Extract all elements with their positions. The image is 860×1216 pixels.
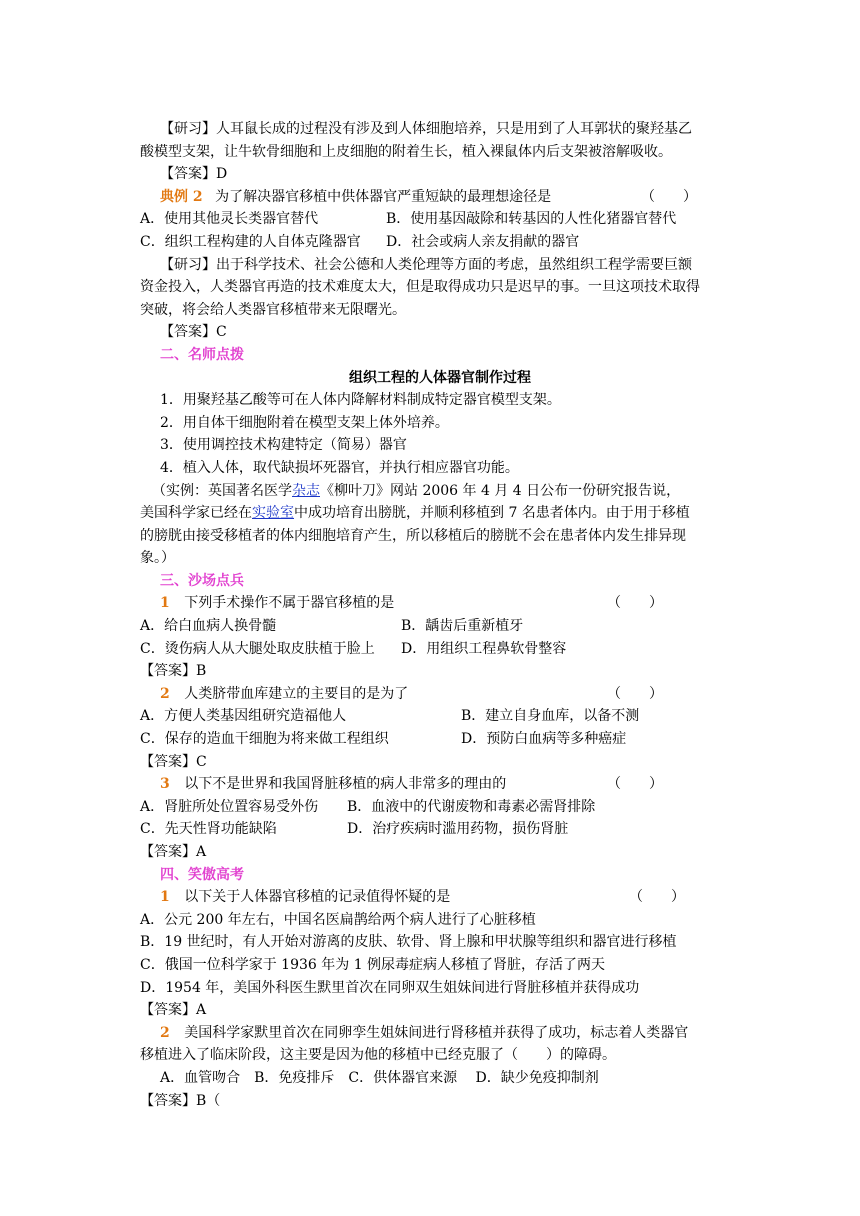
option-d: D．预防白血病等多种癌症 (461, 731, 627, 748)
question-text: 美国科学家默里首次在同卵孪生姐妹间进行肾移植并获得了成功，标志着人类器官 (184, 1024, 689, 1041)
step-item: 3．使用调控技术构建特定（简易）器官 (160, 437, 407, 454)
document-page (140, 118, 740, 1112)
answer-paren: （ ） (607, 776, 663, 793)
option-a: A．公元 200 年左右，中国名医扁鹊给两个病人进行了心脏移植 (140, 911, 536, 928)
example-paragraph: （实例：英国著名医学杂志《柳叶刀》网站 2006 年 4 月 4 日公布一份研究报告说， (152, 482, 681, 499)
option-b: B．血液中的代谢废物和毒素必需肾排除 (347, 798, 596, 815)
section-heading: 二、名师点拨 (160, 346, 244, 363)
step-item: 2．用自体干细胞附着在模型支架上体外培养。 (160, 414, 449, 431)
question-text: 以下不是世界和我国肾脏移植的病人非常多的理由的 (184, 776, 507, 793)
option-row (140, 954, 740, 977)
answer-line: 【答案】D (160, 166, 228, 183)
option-row (160, 1067, 740, 1090)
option-c: C．先天性肾功能缺陷 (140, 821, 277, 838)
answer-line: 【答案】B (140, 663, 207, 680)
step-item: 4．植入人体，取代缺损坏死器官，并执行相应器官功能。 (160, 459, 519, 476)
section-heading: 三、沙场点兵 (160, 572, 244, 589)
example-paragraph: 象。） (140, 550, 175, 567)
option-d: D．治疗疾病时滥用药物，损伤肾脏 (347, 821, 569, 838)
question (160, 773, 740, 796)
option-b: B．19 世纪时，有人开始对游离的皮肤、软骨、肾上腺和甲状腺等组织和器官进行移植 (140, 934, 677, 951)
section-title: 组织工程的人体器官制作过程 (349, 369, 531, 386)
research-note-line: 突破，将会给人类器官移植带来无限曙光。 (140, 301, 406, 318)
step-item: 1．用聚羟基乙酸等可在人体内降解材料制成特定器官模型支架。 (160, 392, 561, 409)
option-row (140, 208, 740, 231)
option-row (140, 231, 740, 254)
option-b: B．使用基因敲除和转基因的人性化猪器官替代 (386, 211, 677, 228)
answer-line: 【答案】A (140, 844, 207, 860)
answer-paren: （ ） (607, 595, 663, 612)
question (160, 886, 740, 909)
option-b: B．建立自身血库，以备不测 (461, 708, 640, 725)
option-row (140, 977, 740, 1000)
answer-paren: （ ） (629, 889, 685, 906)
question-number: 1 (160, 595, 170, 612)
example-question-text: 为了解决器官移植中供体器官严重短缺的最理想途径是 (215, 188, 552, 205)
question-text: 下列手术操作不属于器官移植的是 (184, 595, 395, 612)
option-row (140, 615, 740, 638)
option-b: B．龋齿后重新植牙 (401, 618, 524, 635)
option-row (140, 796, 740, 819)
answer-line: 【答案】C (160, 324, 227, 341)
option-a: A．肾脏所处位置容易受外伤 (140, 798, 319, 815)
research-note-line: 【研习】人耳鼠长成的过程没有涉及到人体细胞培养，只是用到了人耳郭状的聚羟基乙 (160, 121, 692, 137)
option-c: C．俄国一位科学家于 1936 年为 1 例尿毒症病人移植了肾脏，存活了两天 (140, 956, 606, 973)
example-question (160, 186, 740, 209)
option-c: C．保存的造血干细胞为将来做工程组织 (140, 731, 389, 748)
research-note-line: 酸模型支架，让牛软骨细胞和上皮细胞的附着生长，植入裸鼠体内后支架被溶解吸收。 (140, 143, 672, 160)
option-row (140, 909, 740, 932)
link-magazine[interactable]: 杂志 (292, 482, 320, 499)
option-d: D．社会或病人亲友捐献的器官 (386, 233, 580, 250)
question-continuation: 移植进入了临床阶段，这主要是因为他的移植中已经克服了（ ）的障碍。 (140, 1047, 616, 1064)
example-paragraph: 的膀胱由接受移植者的体内细胞培育产生，所以移植后的膀胱不会在患者体内发生排异现 (140, 527, 686, 544)
options-inline: A．血管吻合 B．免疫排斥 C．供体器官来源 D．缺少免疫抑制剂 (160, 1069, 599, 1086)
question-text: 以下关于人体器官移植的记录值得怀疑的是 (184, 889, 451, 906)
question-number: 2 (160, 1024, 170, 1041)
question-number: 2 (160, 685, 170, 702)
option-row (140, 705, 740, 728)
option-a: A．方便人类基因组研究造福他人 (140, 708, 347, 725)
option-row (140, 931, 740, 954)
question (160, 592, 740, 615)
option-a: A．给白血病人换骨髓 (140, 618, 277, 635)
link-laboratory[interactable]: 实验室 (252, 505, 294, 522)
answer-paren: （ ） (607, 685, 663, 702)
question-text: 人类脐带血库建立的主要目的是为了 (184, 685, 409, 702)
example-label: 典例 2 (160, 188, 203, 205)
option-row (140, 638, 740, 661)
question-number: 1 (160, 889, 170, 906)
option-row (140, 728, 740, 751)
answer-line: 【答案】B（ (140, 1092, 221, 1109)
question (160, 683, 740, 706)
section-heading: 四、笑傲高考 (160, 866, 244, 883)
research-note-line: 资金投入，人类器官再造的技术难度太大，但是取得成功只是迟早的事。一旦这项技术取得 (140, 279, 700, 296)
option-a: A．使用其他灵长类器官替代 (140, 211, 319, 228)
question-number: 3 (160, 776, 170, 793)
option-d: D．1954 年，美国外科医生默里首次在同卵双生姐妹间进行肾脏移植并获得成功 (140, 979, 640, 996)
answer-line: 【答案】C (140, 753, 207, 770)
research-note-line: 【研习】出于科学技术、社会公德和人类伦理等方面的考虑，虽然组织工程学需要巨额 (160, 256, 692, 273)
option-d: D．用组织工程鼻软骨整容 (401, 640, 567, 657)
option-row (140, 818, 740, 841)
example-paragraph: 美国科学家已经在实验室中成功培育出膀胱，并顺利移植到 7 名患者体内。由于用于移植 (140, 505, 690, 522)
option-c: C．组织工程构建的人自体克隆器官 (140, 233, 361, 250)
answer-paren: （ ） (641, 188, 697, 205)
answer-line: 【答案】A (140, 1002, 207, 1019)
option-c: C．烫伤病人从大腿处取皮肤植于脸上 (140, 640, 375, 657)
question (160, 1022, 740, 1045)
